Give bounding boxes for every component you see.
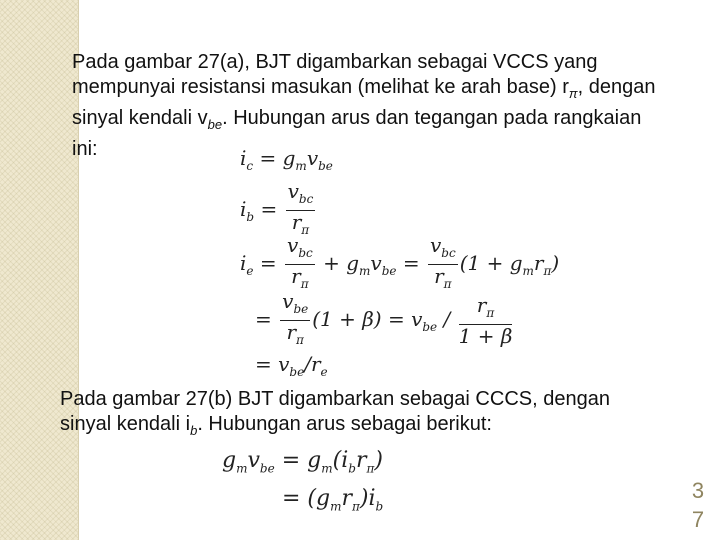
equation-ib: $i_b$ = $\frac{v_{bc}}{r_\pi}$ (240, 179, 314, 237)
equation-gm-vbe: $g_mv_{be} = g_m(i_br_\pi)$ (222, 448, 383, 476)
equation-ie: $i_e$ = $\frac{v_{bc}}{r_\pi}$ + $g_mv_{be}$ = $\frac{v_{bc}}{r_\pi}$ $(1 + g_mr_\pi)$ (240, 233, 560, 291)
equation-ie-beta: = $\frac{v_{be}}{r_\pi}$ $(1 + \beta) = v_{be}$ / $\frac{r_\pi}{1 + \beta}$ (255, 289, 513, 348)
paragraph-vccs: Pada gambar 27(a), BJT digambarkan sebagai VCCS yang mempunyai resistansi masukan (melihat ke arah base) $r_\pi$, dengan sinyal kendali $v_{be}$. Hubungan arus dan tegangan pada rangkaian ini: (72, 51, 656, 160)
equation-gm-rpi-ib: = $(g_mr_\pi)i_b$ (282, 486, 384, 514)
equation-ic: $i_c = g_mv_{be}$ (240, 146, 333, 173)
page-number-digit-2: 7 (691, 507, 705, 532)
page-number-digit-1: 3 (691, 478, 705, 503)
paragraph-cccs: Pada gambar 27(b) BJT digambarkan sebagai CCCS, dengan sinyal kendali $i_b$. Hubungan arus sebagai berikut: (60, 388, 610, 438)
equation-ie-re: = $v_{be}/r_e$ (255, 352, 328, 379)
decorative-side-strip (0, 0, 79, 540)
page-number (688, 476, 708, 534)
